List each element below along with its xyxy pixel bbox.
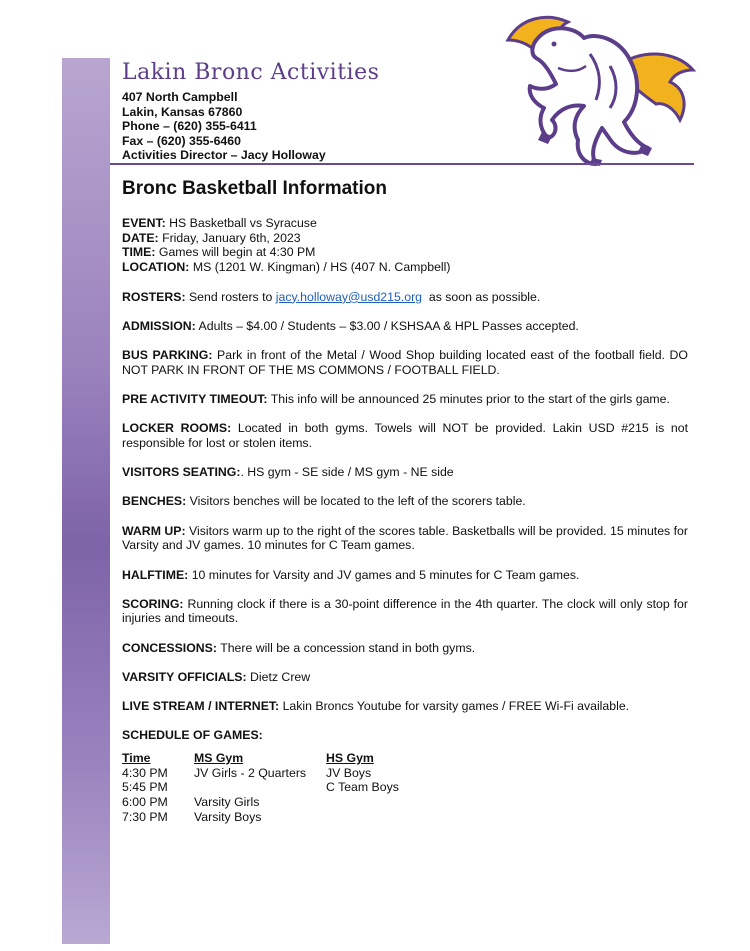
header-divider xyxy=(110,163,694,165)
section-label: ADMISSION: xyxy=(122,319,196,334)
info-section xyxy=(122,641,688,656)
section-label: WARM UP: xyxy=(122,523,186,538)
section-label: HALFTIME: xyxy=(122,567,189,582)
section-text: Visitors benches will be located to the left of the scorers table. xyxy=(189,494,526,509)
phone-line: Phone – (620) 355-6411 xyxy=(122,119,257,134)
schedule-cell: 5:45 PM xyxy=(122,780,168,795)
section-label: BENCHES: xyxy=(122,494,187,509)
section-text: Running clock if there is a 30-point difference in the 4th quarter. The clock will only stop for injuries and timeouts. xyxy=(122,596,688,626)
schedule-row xyxy=(122,766,446,781)
info-sections xyxy=(122,319,688,714)
section-label: SCORING: xyxy=(122,596,184,611)
section-label: LOCKER ROOMS: xyxy=(122,421,232,436)
schedule-row xyxy=(122,780,446,795)
time-line: TIME: Games will begin at 4:30 PM xyxy=(122,245,316,260)
section-label: BUS PARKING: xyxy=(122,348,213,363)
info-section xyxy=(122,670,688,685)
section-label: VARSITY OFFICIALS: xyxy=(122,669,247,684)
section-text: Dietz Crew xyxy=(250,669,311,684)
schedule-header-row xyxy=(122,751,446,766)
schedule-cell xyxy=(326,795,446,810)
section-text: 10 minutes for Varsity and JV games and 5 minutes for C Team games. xyxy=(191,567,580,582)
rosters-section: ROSTERS: Send rosters to jacy.holloway@usd215.org as soon as possible. xyxy=(122,289,541,304)
address-line: Lakin, Kansas 67860 xyxy=(122,104,243,119)
bronco-logo-icon xyxy=(498,8,698,166)
section-label: CONCESSIONS: xyxy=(122,640,217,655)
info-section xyxy=(122,597,688,626)
schedule-cell xyxy=(194,780,326,795)
section-text: . HS gym - SE side / MS gym - NE side xyxy=(240,465,454,480)
info-section xyxy=(122,568,688,583)
info-section xyxy=(122,392,688,407)
info-section xyxy=(122,421,688,450)
schedule-cell: 4:30 PM xyxy=(122,765,168,780)
date-line: DATE: Friday, January 6th, 2023 xyxy=(122,230,301,245)
section-label: PRE ACTIVITY TIMEOUT: xyxy=(122,392,268,407)
location-line: LOCATION: MS (1201 W. Kingman) / HS (407 N. Campbell) xyxy=(122,260,451,275)
director-line: Activities Director – Jacy Holloway xyxy=(122,148,326,163)
schedule-cell: JV Girls - 2 Quarters xyxy=(194,765,307,780)
schedule-cell: 7:30 PM xyxy=(122,809,168,824)
decorative-sidebar xyxy=(62,58,110,944)
roster-email-link[interactable]: jacy.holloway@usd215.org xyxy=(275,289,423,304)
section-text: This info will be announced 25 minutes prior to the start of the girls game. xyxy=(270,392,670,407)
schedule-cell: Varsity Girls xyxy=(194,795,260,810)
org-name: Lakin Bronc Activities xyxy=(122,60,380,85)
address-line: 407 North Campbell xyxy=(122,90,238,104)
column-header: HS Gym xyxy=(326,750,374,765)
fax-line: Fax – (620) 355-6460 xyxy=(122,133,241,148)
schedule-cell: C Team Boys xyxy=(326,780,399,795)
schedule-rows xyxy=(122,766,446,825)
section-text: Park in front of the Metal / Wood Shop building located east of the football field. DO NOT PARK IN FRONT OF THE MS COMMONS / FOOTBALL FIELD. xyxy=(122,348,688,377)
section-text: Located in both gyms. Towels will NOT be provided. Lakin USD #215 is not responsible for lost or stolen items. xyxy=(122,421,689,451)
page-title: Bronc Basketball Information xyxy=(122,178,387,199)
column-header: MS Gym xyxy=(194,750,244,765)
column-header: Time xyxy=(122,750,151,765)
section-label: VISITORS SEATING: xyxy=(122,465,241,480)
info-section xyxy=(122,465,688,480)
schedule-cell: 6:00 PM xyxy=(122,795,168,810)
schedule-cell: JV Boys xyxy=(326,765,372,780)
schedule-row xyxy=(122,795,446,810)
schedule-cell: Varsity Boys xyxy=(194,809,262,824)
section-text: Adults – $4.00 / Students – $3.00 / KSHSAA & HPL Passes accepted. xyxy=(198,319,579,334)
info-section xyxy=(122,699,688,714)
document-body xyxy=(122,216,688,839)
schedule-section xyxy=(122,728,688,824)
event-details xyxy=(122,216,688,275)
info-section xyxy=(122,348,688,377)
info-section xyxy=(122,494,688,509)
schedule-row xyxy=(122,810,446,825)
schedule-cell xyxy=(326,810,446,825)
info-section xyxy=(122,319,688,334)
schedule-table xyxy=(122,751,446,825)
section-text: Visitors warm up to the right of the scores table. Basketballs will be provided. 15 minutes for Varsity and JV games. 10 minutes for C Team games. xyxy=(122,523,688,553)
address-block xyxy=(122,90,326,163)
info-section xyxy=(122,524,688,553)
event-line: EVENT: HS Basketball vs Syracuse xyxy=(122,216,317,230)
schedule-heading: SCHEDULE OF GAMES: xyxy=(122,728,263,743)
section-text: There will be a concession stand in both gyms. xyxy=(220,640,476,655)
section-label: LIVE STREAM / INTERNET: xyxy=(122,699,280,714)
section-text: Lakin Broncs Youtube for varsity games / FREE Wi-Fi available. xyxy=(282,699,630,714)
